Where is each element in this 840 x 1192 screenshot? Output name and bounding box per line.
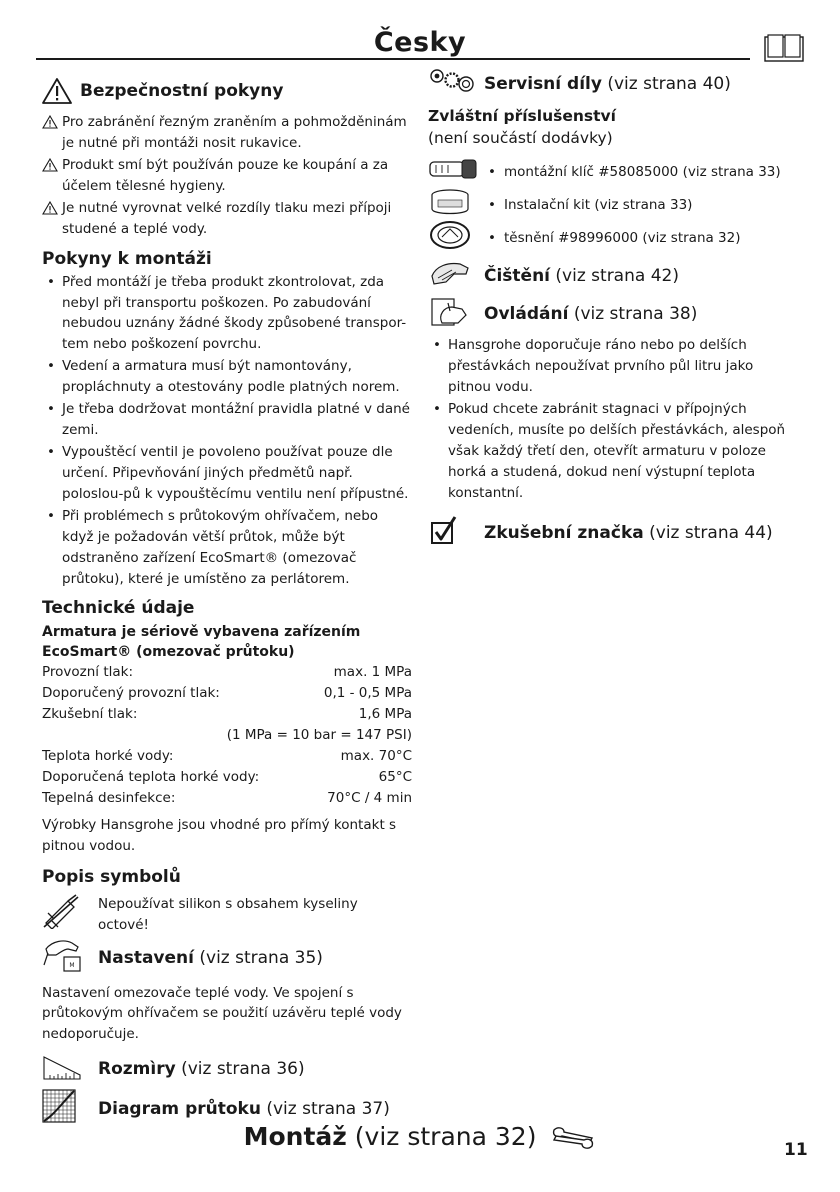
mounting-item: • Vypouštěcí ventil je povoleno používat pouze dle určení. Připevňování jiných předmětů např. poloslou-pů k vypouštěcímu ventilu není přípustné. xyxy=(42,442,412,505)
silicone-row xyxy=(42,893,412,937)
flow-title: Diagram průtoku xyxy=(98,1099,261,1120)
technical-note: Výrobky Hansgrohe jsou vhodné pro přímý kontakt s pitnou vodou. xyxy=(42,816,397,854)
adjust-text: Nastavení omezovače teplé vody. Ve spojení s průtokovým ohřívačem se použití uzávěru teplé vody nedoporučuje. xyxy=(42,984,402,1043)
sym-icon-wrap xyxy=(42,1051,92,1088)
mounting-item: • Před montáží je třeba produkt zkontrolovat, zda nebyl při transportu poškozen. Po zabudování nebudou uznány žádné škody způsobené transpor-tem nebo poškození povrchu. xyxy=(42,272,412,356)
adjust-row xyxy=(42,937,412,981)
accessory-item xyxy=(428,222,800,255)
tech-value: max. 70°C xyxy=(340,747,412,764)
safety-heading: Bezpečnostní pokyny xyxy=(80,80,284,101)
safety-heading-row xyxy=(42,78,412,104)
tech-label: Zkušební tlak: xyxy=(42,705,138,722)
silicone-text: Nepoužívat silikon s obsahem kyseliny octové! xyxy=(98,895,358,933)
tech-row xyxy=(42,704,412,725)
test-ref: (viz strana 44) xyxy=(649,523,773,544)
safety-list xyxy=(42,112,412,240)
tech-row xyxy=(42,788,412,809)
operation-row xyxy=(428,295,800,333)
accessory-text: Instalační kit (viz strana 33) xyxy=(504,197,693,214)
mounting-list xyxy=(42,272,412,590)
dims-ref: (viz strana 36) xyxy=(181,1059,305,1080)
dims-title: Rozmìry xyxy=(98,1059,176,1080)
spare-row xyxy=(428,68,800,100)
safety-item-text: Produkt smí být používán pouze ke koupání a za účelem tělesné hygieny. xyxy=(62,156,389,194)
tech-row xyxy=(42,662,412,683)
wrench-icon xyxy=(550,1124,596,1152)
cleaning-row xyxy=(428,257,800,295)
accessory-item xyxy=(428,156,800,189)
header-rule xyxy=(36,58,750,60)
pressure-note: (1 MPa = 10 bar = 147 PSI) xyxy=(226,726,412,743)
page-number: 11 xyxy=(784,1140,808,1160)
cleaning-hand-icon xyxy=(428,256,476,290)
spare-title: Servisní díly xyxy=(484,73,602,94)
test-title: Zkušební značka xyxy=(484,523,644,544)
safety-item xyxy=(42,112,412,154)
symbols-heading: Popis symbolů xyxy=(42,867,181,888)
adjust-title: Nastavení xyxy=(98,948,194,969)
tech-label: Doporučená teplota horké vody: xyxy=(42,768,260,785)
r-icon-wrap xyxy=(428,156,484,189)
right-column xyxy=(428,68,800,554)
tech-value: 0,1 - 0,5 MPa xyxy=(323,685,412,702)
technical-heading: Technické údaje xyxy=(42,598,195,619)
bullet: • xyxy=(488,197,496,214)
spare-title-line xyxy=(484,71,731,97)
sym-icon-wrap xyxy=(42,893,92,936)
tech-row xyxy=(42,683,412,704)
warning-small-icon xyxy=(42,201,58,215)
ruler-icon xyxy=(42,1051,82,1081)
silicone-gun-icon xyxy=(42,893,82,929)
r-icon-wrap xyxy=(428,293,484,336)
mounting-item: • Je třeba dodržovat montážní pravidla platné v dané zemi. xyxy=(42,399,412,441)
footer-line xyxy=(0,1118,840,1157)
flow-ref: (viz strana 37) xyxy=(266,1099,390,1120)
page-title: Česky xyxy=(373,27,467,58)
tech-label: Teplota horké vody: xyxy=(42,747,174,764)
mounting-item: • Vedení a armatura musí být namontovány, propláchnuty a otestovány podle platných norem. xyxy=(42,356,412,398)
mounting-key-icon xyxy=(428,156,478,182)
cleaning-ref: (viz strana 42) xyxy=(555,265,679,286)
tech-value: max. 1 MPa xyxy=(333,664,412,681)
accessories-sub: (není součástí dodávky) xyxy=(428,129,613,148)
tech-value: 1,6 MPa xyxy=(358,705,412,722)
safety-item-text: Je nutné vyrovnat velké rozdíly tlaku mezi přípoji studené a teplé vody. xyxy=(62,199,392,237)
mounting-heading: Pokyny k montáži xyxy=(42,248,212,269)
adjust-title-line xyxy=(98,945,323,971)
cleaning-title: Čištění xyxy=(484,265,551,286)
operation-item: • Pokud chcete zabránit stagnaci v přípojných vedeních, musíte po delších přestávkách, alespoň však každý třetí den, otevřít armaturu v poloze horká a studená, dokud není výstupní teplota konstantní. xyxy=(428,399,800,504)
operation-title: Ovládání xyxy=(484,303,569,324)
sym-icon-wrap xyxy=(42,935,92,982)
r-icon-wrap xyxy=(428,256,484,297)
footer-ref: (viz strana 32) xyxy=(354,1122,537,1151)
accessory-item xyxy=(428,189,800,222)
tech-label: Tepelná desinfekce: xyxy=(42,789,176,806)
r-icon-wrap xyxy=(428,67,484,102)
warning-icon xyxy=(42,78,72,104)
test-title-line xyxy=(484,520,773,546)
tech-label: Provozní tlak: xyxy=(42,664,134,681)
operation-list xyxy=(428,335,800,503)
mounting-item: • Při problémech s průtokovým ohřívačem, nebo když je požadován větší průtok, může být odstraněno zařízení EcoSmart® (omezovač průtoku), které je umístěno za perlátorem. xyxy=(42,506,412,590)
r-icon-wrap xyxy=(428,219,484,258)
tech-row xyxy=(42,746,412,767)
bullet: • xyxy=(488,230,496,247)
book-icon xyxy=(764,34,804,62)
accessories-heading: Zvláštní příslušenství xyxy=(428,107,616,125)
left-column xyxy=(42,78,412,1129)
operation-hand-icon xyxy=(428,293,472,329)
cleaning-title-line xyxy=(484,263,679,289)
svg-text:M: M xyxy=(69,962,75,970)
safety-item xyxy=(42,155,412,197)
dims-row xyxy=(42,1049,412,1089)
tech-value: 70°C / 4 min xyxy=(327,789,412,806)
tech-label: Doporučený provozní tlak: xyxy=(42,685,220,702)
adjust-hand-icon xyxy=(42,935,86,975)
adjust-ref: (viz strana 35) xyxy=(199,948,323,969)
tech-row xyxy=(42,767,412,788)
warning-small-icon xyxy=(42,115,58,129)
operation-title-line xyxy=(484,301,697,327)
accessories-list xyxy=(428,156,800,255)
spare-parts-icon xyxy=(428,67,476,95)
tech-value: 65°C xyxy=(378,768,412,785)
warning-small-icon xyxy=(42,158,58,172)
seal-icon xyxy=(428,219,474,251)
operation-item: • Hansgrohe doporučuje ráno nebo po delších přestávkách nepoužívat prvního půl litru jako pitnou vodu. xyxy=(428,335,800,398)
dims-title-line xyxy=(98,1056,305,1082)
technical-table xyxy=(42,662,412,808)
spare-ref: (viz strana 40) xyxy=(607,73,731,94)
installation-kit-icon xyxy=(428,187,474,217)
accessory-text: montážní klíč #58085000 (viz strana 33) xyxy=(504,164,781,181)
bullet: • xyxy=(488,164,496,181)
operation-ref: (viz strana 38) xyxy=(573,303,698,324)
safety-item-text: Pro zabránění řezným zraněním a pohmožděninám je nutné při montáži nosit rukavice. xyxy=(62,114,407,151)
footer-title: Montáž xyxy=(243,1122,347,1151)
accessory-text: těsnění #98996000 (viz strana 32) xyxy=(504,230,741,247)
checkmark-box-icon xyxy=(428,515,458,545)
safety-item xyxy=(42,198,412,240)
test-row xyxy=(428,514,800,554)
r-icon-wrap xyxy=(428,515,484,552)
technical-subheading: Armatura je sériově vybavena zařízením EcoSmart® (omezovač průtoku) xyxy=(42,623,361,660)
